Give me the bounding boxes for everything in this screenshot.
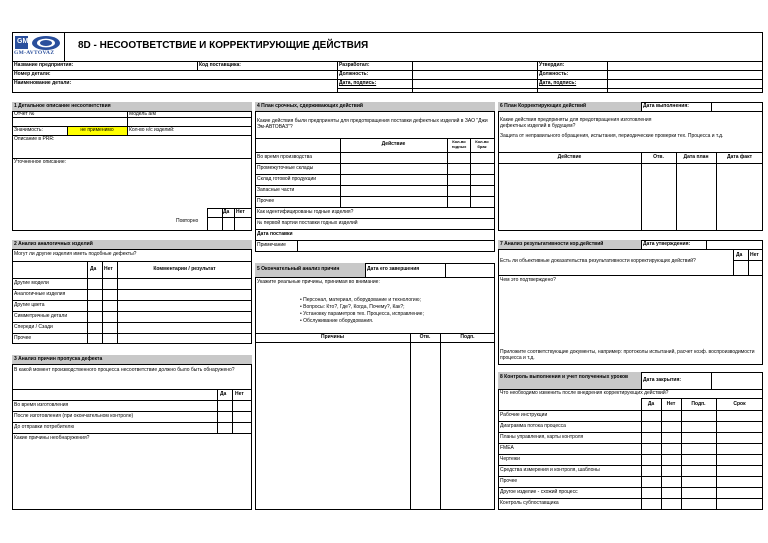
- report-number-label: Отчет №: [14, 111, 35, 117]
- s2-row: Спереди / Сзади: [14, 324, 53, 330]
- significance-label: Значимость:: [14, 127, 43, 133]
- s4-qty-bad-header: Кол-во брак: [475, 139, 489, 149]
- s8-row: Средства измерения и контроля, шаблоны: [500, 467, 600, 473]
- s8-row: Рабочие инструкции: [500, 412, 548, 418]
- s4-row: Во время производства: [257, 154, 312, 160]
- s8-row: FMEA: [500, 445, 514, 451]
- s2-no-header: Нет: [104, 266, 113, 272]
- s3-no-header: Нет: [235, 391, 244, 397]
- section-4-title: 4 План срочных, сдерживающих действий: [257, 103, 363, 109]
- note-label: Примечание: [257, 242, 286, 248]
- part-number-label: Номер детали:: [14, 71, 51, 77]
- part-name-label: Наименование детали:: [14, 80, 72, 86]
- s7-approval-date-label: Дата утверждения:: [643, 241, 691, 247]
- delivery-date-label: Дата поставки: [257, 231, 293, 237]
- s8-yes-header: Да: [647, 401, 655, 407]
- approver-date-sign-label: Дата, подпись:: [539, 80, 577, 86]
- s3-yes-header: Да: [220, 391, 227, 397]
- changes-question: Что необходимо изменить после внедрения корректирующих действий?: [500, 390, 669, 396]
- s8-row: Прочее: [500, 478, 518, 484]
- s3-row: После изготовления (при окончательном контроле): [14, 413, 134, 419]
- s2-row: Аналогичные изделия: [14, 291, 66, 297]
- cause-factor-bullet: • Вопросы: Кто?, Где?, Когда, Почему?, Как?;: [300, 304, 405, 310]
- logo-gm-text: GM: [17, 38, 29, 45]
- containment-question: Какие действия были предприняты для предотвращения поставки дефектных изделий в ЗАО "Джи Эм-АВТОВАЗ"?: [257, 118, 488, 131]
- s6-responsible-header: Отв.: [653, 154, 664, 160]
- real-causes-instruction: Укажите реальные причины, принимая во внимание:: [257, 279, 380, 285]
- s2-row: Другие модели: [14, 280, 49, 286]
- s8-row: Диаграмма потока процесса: [500, 423, 566, 429]
- s8-signature-header: Подп.: [691, 401, 706, 407]
- s6-completion-date-label: Дата выполнения:: [643, 103, 689, 109]
- s2-row: Симметричные детали: [14, 313, 68, 319]
- nonconforming-count-label: Кол-во н/с изделий:: [129, 127, 175, 133]
- cause-factor-bullet: • Персонал, материал, оборудование и технологию;: [300, 297, 421, 303]
- effectiveness-question: Есть ли объективные доказательства результативности корректирующих действий?: [500, 258, 696, 264]
- cause-factor-bullet: • Обслуживание оборудования.: [300, 318, 374, 324]
- section-1-title: 1 Детальное описание несоответствия: [14, 103, 111, 109]
- developer-position-label: Должность:: [339, 71, 369, 77]
- section-8-title: 8 Контроль выполнения и учет полученных уроков: [500, 374, 629, 380]
- section-7-title: 7 Анализ результативности кор.действий: [500, 241, 604, 247]
- logo: [14, 35, 62, 57]
- s8-closing-date-label: Дата закрытия:: [643, 377, 682, 383]
- repeat-yes-checkbox[interactable]: [223, 218, 233, 230]
- cause-factor-bullet: • Установку параметров тех. Процесса, исправление;: [300, 311, 424, 317]
- section-5-title: 5 Окончательный анализ причин: [257, 266, 340, 272]
- first-batch-label: № первой партии поставки годных изделий: [257, 220, 358, 226]
- s8-row: Планы управления, карты контроля: [500, 434, 584, 440]
- s4-action-header: Действие: [381, 141, 406, 147]
- s2-row: Прочее: [14, 335, 32, 341]
- s1-no-header: Нет: [236, 209, 245, 215]
- s3-row: До отправки потребителю: [14, 424, 75, 430]
- company-label: Название предприятия:: [14, 62, 74, 68]
- s8-row: Чертежи: [500, 456, 520, 462]
- supplier-code-label: Код поставщика:: [199, 62, 241, 68]
- s4-qty-ok-header: Кол-во годных: [451, 139, 467, 149]
- section-2-title: 2 Анализ аналогичных изделий: [14, 241, 93, 247]
- s5-causes-header: Причины: [321, 334, 344, 340]
- attach-documents-text: Приложите соответствующие документы, например: протоколы испытаний, расчет коэф. воспроизводимости процесса и т.д.: [500, 349, 755, 362]
- prr-description-label: Описание в PRR:: [14, 136, 55, 142]
- prevention-question: Какие действия предприняты для предотвращения изготовления дефектных изделий в будущем?: [500, 117, 652, 130]
- detection-point-question: В какой момент производственного процесса несоответствие должно было быть обнаружено?: [14, 367, 235, 373]
- s4-row: Склад готовой продукции: [257, 176, 317, 182]
- section-3-title: 3 Анализ причин пропуска дефекта: [14, 356, 103, 362]
- s2-yes-header: Да: [90, 266, 97, 272]
- approved-by-label: Утвердил:: [539, 62, 565, 68]
- repeat-label: Повторно: [176, 218, 199, 224]
- s5-responsible-header: Отв.: [419, 334, 431, 340]
- s2-comments-header: Комментарии / результат: [153, 266, 216, 272]
- s4-row: Прочее: [257, 198, 275, 204]
- s7-no-header: Нет: [750, 252, 759, 258]
- s8-term-header: Срок: [733, 401, 746, 407]
- s6-date-plan-header: Дата план: [683, 154, 709, 160]
- s7-yes-header: Да: [736, 252, 743, 258]
- s4-row: Запасные части: [257, 187, 295, 193]
- s4-row: Промежуточные склады: [257, 165, 314, 171]
- brand-name: GM-AVTOVAZ: [14, 50, 55, 56]
- confirmation-label: Чем это подтверждено?: [500, 277, 556, 283]
- s8-no-header: Нет: [666, 401, 676, 407]
- s2-row: Другие цвета: [14, 302, 45, 308]
- significance-value[interactable]: не применимо: [80, 127, 114, 133]
- similar-defects-question: Могут ли другие изделия иметь подобные дефекты?: [14, 251, 137, 257]
- page-title: 8D - НЕСООТВЕТСТВИЕ И КОРРЕКТИРУЮЩИЕ ДЕЙСТВИЯ: [78, 40, 369, 51]
- developer-date-sign-label: Дата, подпись:: [339, 80, 377, 86]
- s1-yes-header: Да: [223, 209, 230, 215]
- s3-row: Во время изготовления: [14, 402, 69, 408]
- s8-row: Другое изделие - схожий процесс: [500, 489, 578, 495]
- refined-description-label: Уточненное описание:: [14, 159, 66, 165]
- section-1-frame: [12, 102, 252, 231]
- good-parts-identification-label: Как идентифицированы годные изделия?: [257, 209, 354, 215]
- s8-row: Контроль субпоставщика: [500, 500, 559, 506]
- car-model-label: Модель а/м: [129, 111, 156, 117]
- s6-date-fact-header: Дата факт: [726, 154, 753, 160]
- section-6-title: 6 План Корректирующих действий: [500, 103, 587, 109]
- developed-by-label: Разработал:: [339, 62, 370, 68]
- repeat-no-checkbox[interactable]: [235, 218, 251, 230]
- approver-position-label: Должность:: [539, 71, 569, 77]
- s6-action-header: Действие: [557, 154, 582, 160]
- s5-signature-header: Подп.: [460, 334, 475, 340]
- non-detection-causes-label: Какие причины необнаружения?: [14, 435, 90, 441]
- s5-completion-date-label: Дата его завершения: [367, 266, 420, 272]
- protection-methods-text: Защита от неправильного обращения, испытания, периодические проверки тех. Процесса и т.д.: [500, 133, 724, 139]
